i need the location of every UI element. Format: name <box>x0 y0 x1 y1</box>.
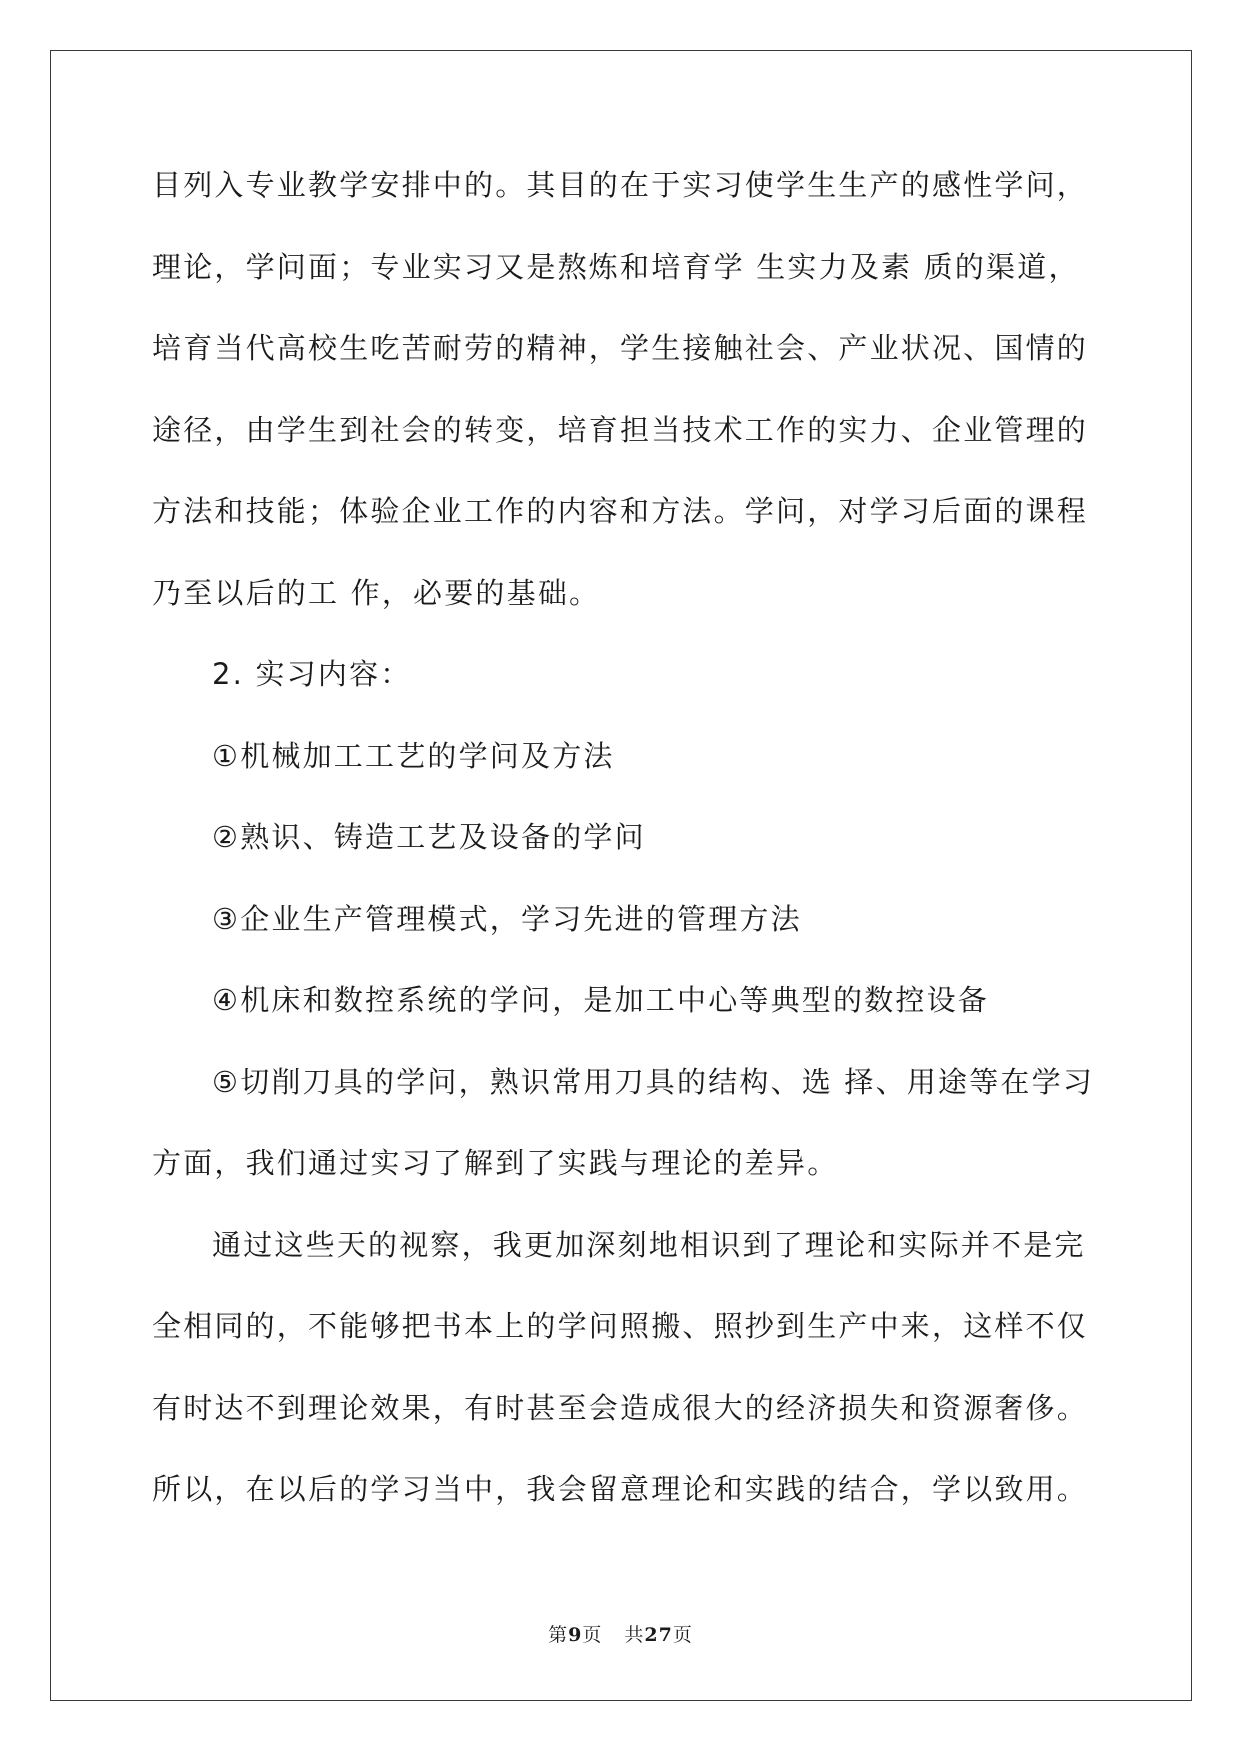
text-line: ⑤切削刀具的学问，熟识常用刀具的结构、选 择、用途等在学习 <box>212 1064 1095 1099</box>
text-line: 所以，在以后的学习当中，我会留意理论和实践的结合，学以致用。 <box>152 1472 1089 1506</box>
total-pages-suffix: 页 <box>672 1624 693 1646</box>
page-number: 9 <box>568 1624 583 1646</box>
text-line: 乃至以后的工 作，必要的基础。 <box>152 575 601 610</box>
page-footer <box>0 1620 1241 1647</box>
text-line: ③企业生产管理模式，学习先进的管理方法 <box>212 901 802 936</box>
text-line: 方面，我们通过实习了解到了实践与理论的差异。 <box>152 1146 839 1180</box>
text-line: 通过这些天的视察，我更加深刻地相识到了理论和实际并不是完 <box>212 1227 1086 1262</box>
text-line: ①机械加工工艺的学问及方法 <box>212 738 615 773</box>
text-line: ②熟识、铸造工艺及设备的学问 <box>212 820 646 854</box>
total-pages-prefix: 共 <box>624 1624 645 1646</box>
text-line: 2. 实习内容： <box>212 657 412 691</box>
text-line: 全相同的，不能够把书本上的学问照搬、照抄到生产中来，这样不仅 <box>152 1309 1089 1343</box>
document-body <box>152 160 1095 1546</box>
total-pages: 27 <box>644 1624 673 1646</box>
page-number-prefix: 第 <box>548 1624 569 1646</box>
page-number-suffix: 页 <box>582 1624 603 1646</box>
text-line: 理论，学问面；专业实习又是熬炼和培育学 生实力及素 质的渠道， <box>152 249 1080 284</box>
text-line: 培育当代高校生吃苦耐劳的精神，学生接触社会、产业状况、国情的 <box>152 331 1089 365</box>
text-line: ④机床和数控系统的学问，是加工中心等典型的数控设备 <box>212 983 989 1017</box>
text-line: 方法和技能；体验企业工作的内容和方法。学问，对学习后面的课程 <box>152 494 1089 528</box>
text-line: 有时达不到理论效果，有时甚至会造成很大的经济损失和资源奢侈。 <box>152 1390 1089 1425</box>
text-line: 途径，由学生到社会的转变，培育担当技术工作的实力、企业管理的 <box>152 412 1089 447</box>
text-line: 目列入专业教学安排中的。其目的在于实习使学生生产的感性学问， <box>152 168 1089 202</box>
